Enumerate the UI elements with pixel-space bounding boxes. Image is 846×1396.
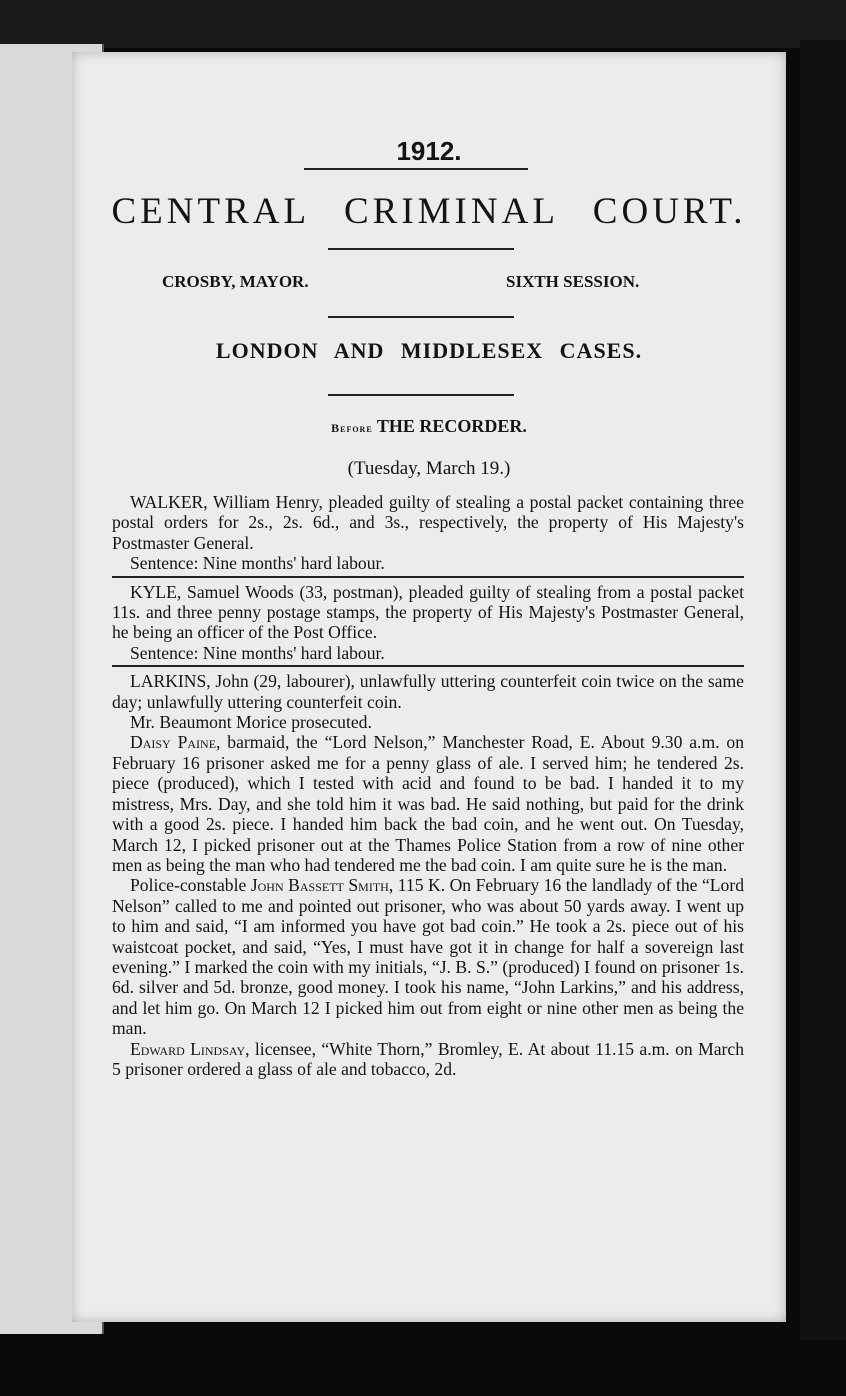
case-divider	[112, 576, 744, 578]
rule-divider	[304, 168, 528, 170]
witness-testimony: , licensee, “White Thorn,” Bromley, E. At about 11.15 a.m. on March 5 prisoner ordered a glass of ale and tobacco, 2d.	[112, 1038, 745, 1079]
year-heading: 1912.	[396, 136, 462, 166]
case-body: , John (29, labourer), unlawfully uttering counterfeit coin twice on the same day; unlawfully uttering counterfeit coin.	[112, 671, 744, 712]
rule-divider	[328, 316, 514, 318]
witness-paragraph	[112, 732, 744, 875]
case-divider	[112, 665, 744, 667]
prosecution-line: Mr. Beaumont Morice prosecuted.	[130, 712, 372, 733]
witness-name: Daisy Paine	[130, 732, 217, 753]
document-page	[72, 52, 786, 1322]
session-label: SIXTH SESSION.	[506, 272, 640, 291]
witness-testimony: , barmaid, the “Lord Nelson,” Manchester Road, E. About 9.30 a.m. on February 16 prisoner asked me for a penny glass of ale. I served him; he tendered 2s. piece (produced), which I tested with acid and found to be bad. I handed it to my mistress, Mrs. Day, and she told him it was bad. He said nothing, but paid for the drink with a good 2s. piece. I handed him back the bad coin, and he went out. On Tuesday, March 12, I picked prisoner out at the Thames Police Station from a row of nine other men as being the man who had tendered me the bad coin. I am quite sure he is the man.	[112, 732, 744, 875]
defendant-name: LARKINS	[130, 671, 207, 692]
case-paragraph	[112, 671, 744, 712]
scan-right-edge	[800, 40, 846, 1340]
witness-prefix: Police-constable	[130, 875, 251, 896]
sentence-line: Sentence: Nine months' hard labour.	[130, 553, 385, 574]
cases-heading: LONDON AND MIDDLESEX CASES.	[215, 338, 643, 363]
case-text	[112, 492, 744, 1079]
case-paragraph	[112, 582, 744, 643]
case-body: , Samuel Woods (33, postman), pleaded guilty of stealing from a postal packet 11s. and three penny postage stamps, the property of His Majesty's Postmaster General, he being an officer of the Post Office.	[112, 581, 744, 643]
defendant-name: WALKER	[130, 492, 204, 512]
witness-paragraph	[112, 1039, 744, 1080]
rule-divider	[328, 248, 514, 250]
defendant-name: KYLE	[130, 581, 177, 602]
sentence-line: Sentence: Nine months' hard labour.	[130, 642, 385, 663]
case-body: , William Henry, pleaded guilty of stealing a postal packet containing three postal orders for 2s., 2s. 6d., and 3s., respectively, the property of His Majesty's Postmaster General.	[112, 492, 744, 553]
witness-name: Edward Lindsay	[130, 1038, 246, 1059]
rule-divider	[328, 394, 514, 396]
witness-name: John Bassett Smith	[250, 875, 389, 896]
recorder-label: THE RECORDER.	[372, 416, 527, 436]
case-paragraph	[112, 492, 744, 553]
court-title: CENTRAL CRIMINAL COURT.	[111, 191, 747, 232]
witness-testimony: , 115 K. On February 16 the landlady of the “Lord Nelson” called to me and pointed out prisoner, who was about 50 yards away. I went up to him and said, “I am informed you have got bad coin.” He took a 2s. piece out of his waistcoat pocket, and said, “Yes, I must have got it in change for half a sovereign last evening.” I marked the coin with my initials, “J. B. S.” (produced) I found on prisoner 1s. 6d. silver and 5d. bronze, good money. I took his name, “John Larkins,” and his address, and let him go. On March 12 I picked him out from eight or nine other men as being the man.	[112, 875, 744, 1039]
mayor-label: CROSBY, MAYOR.	[162, 272, 309, 291]
session-date: (Tuesday, March 19.)	[347, 458, 511, 479]
witness-paragraph	[112, 875, 744, 1038]
scan-background	[0, 0, 846, 48]
before-word: Before	[331, 421, 373, 435]
before-heading	[72, 416, 786, 437]
